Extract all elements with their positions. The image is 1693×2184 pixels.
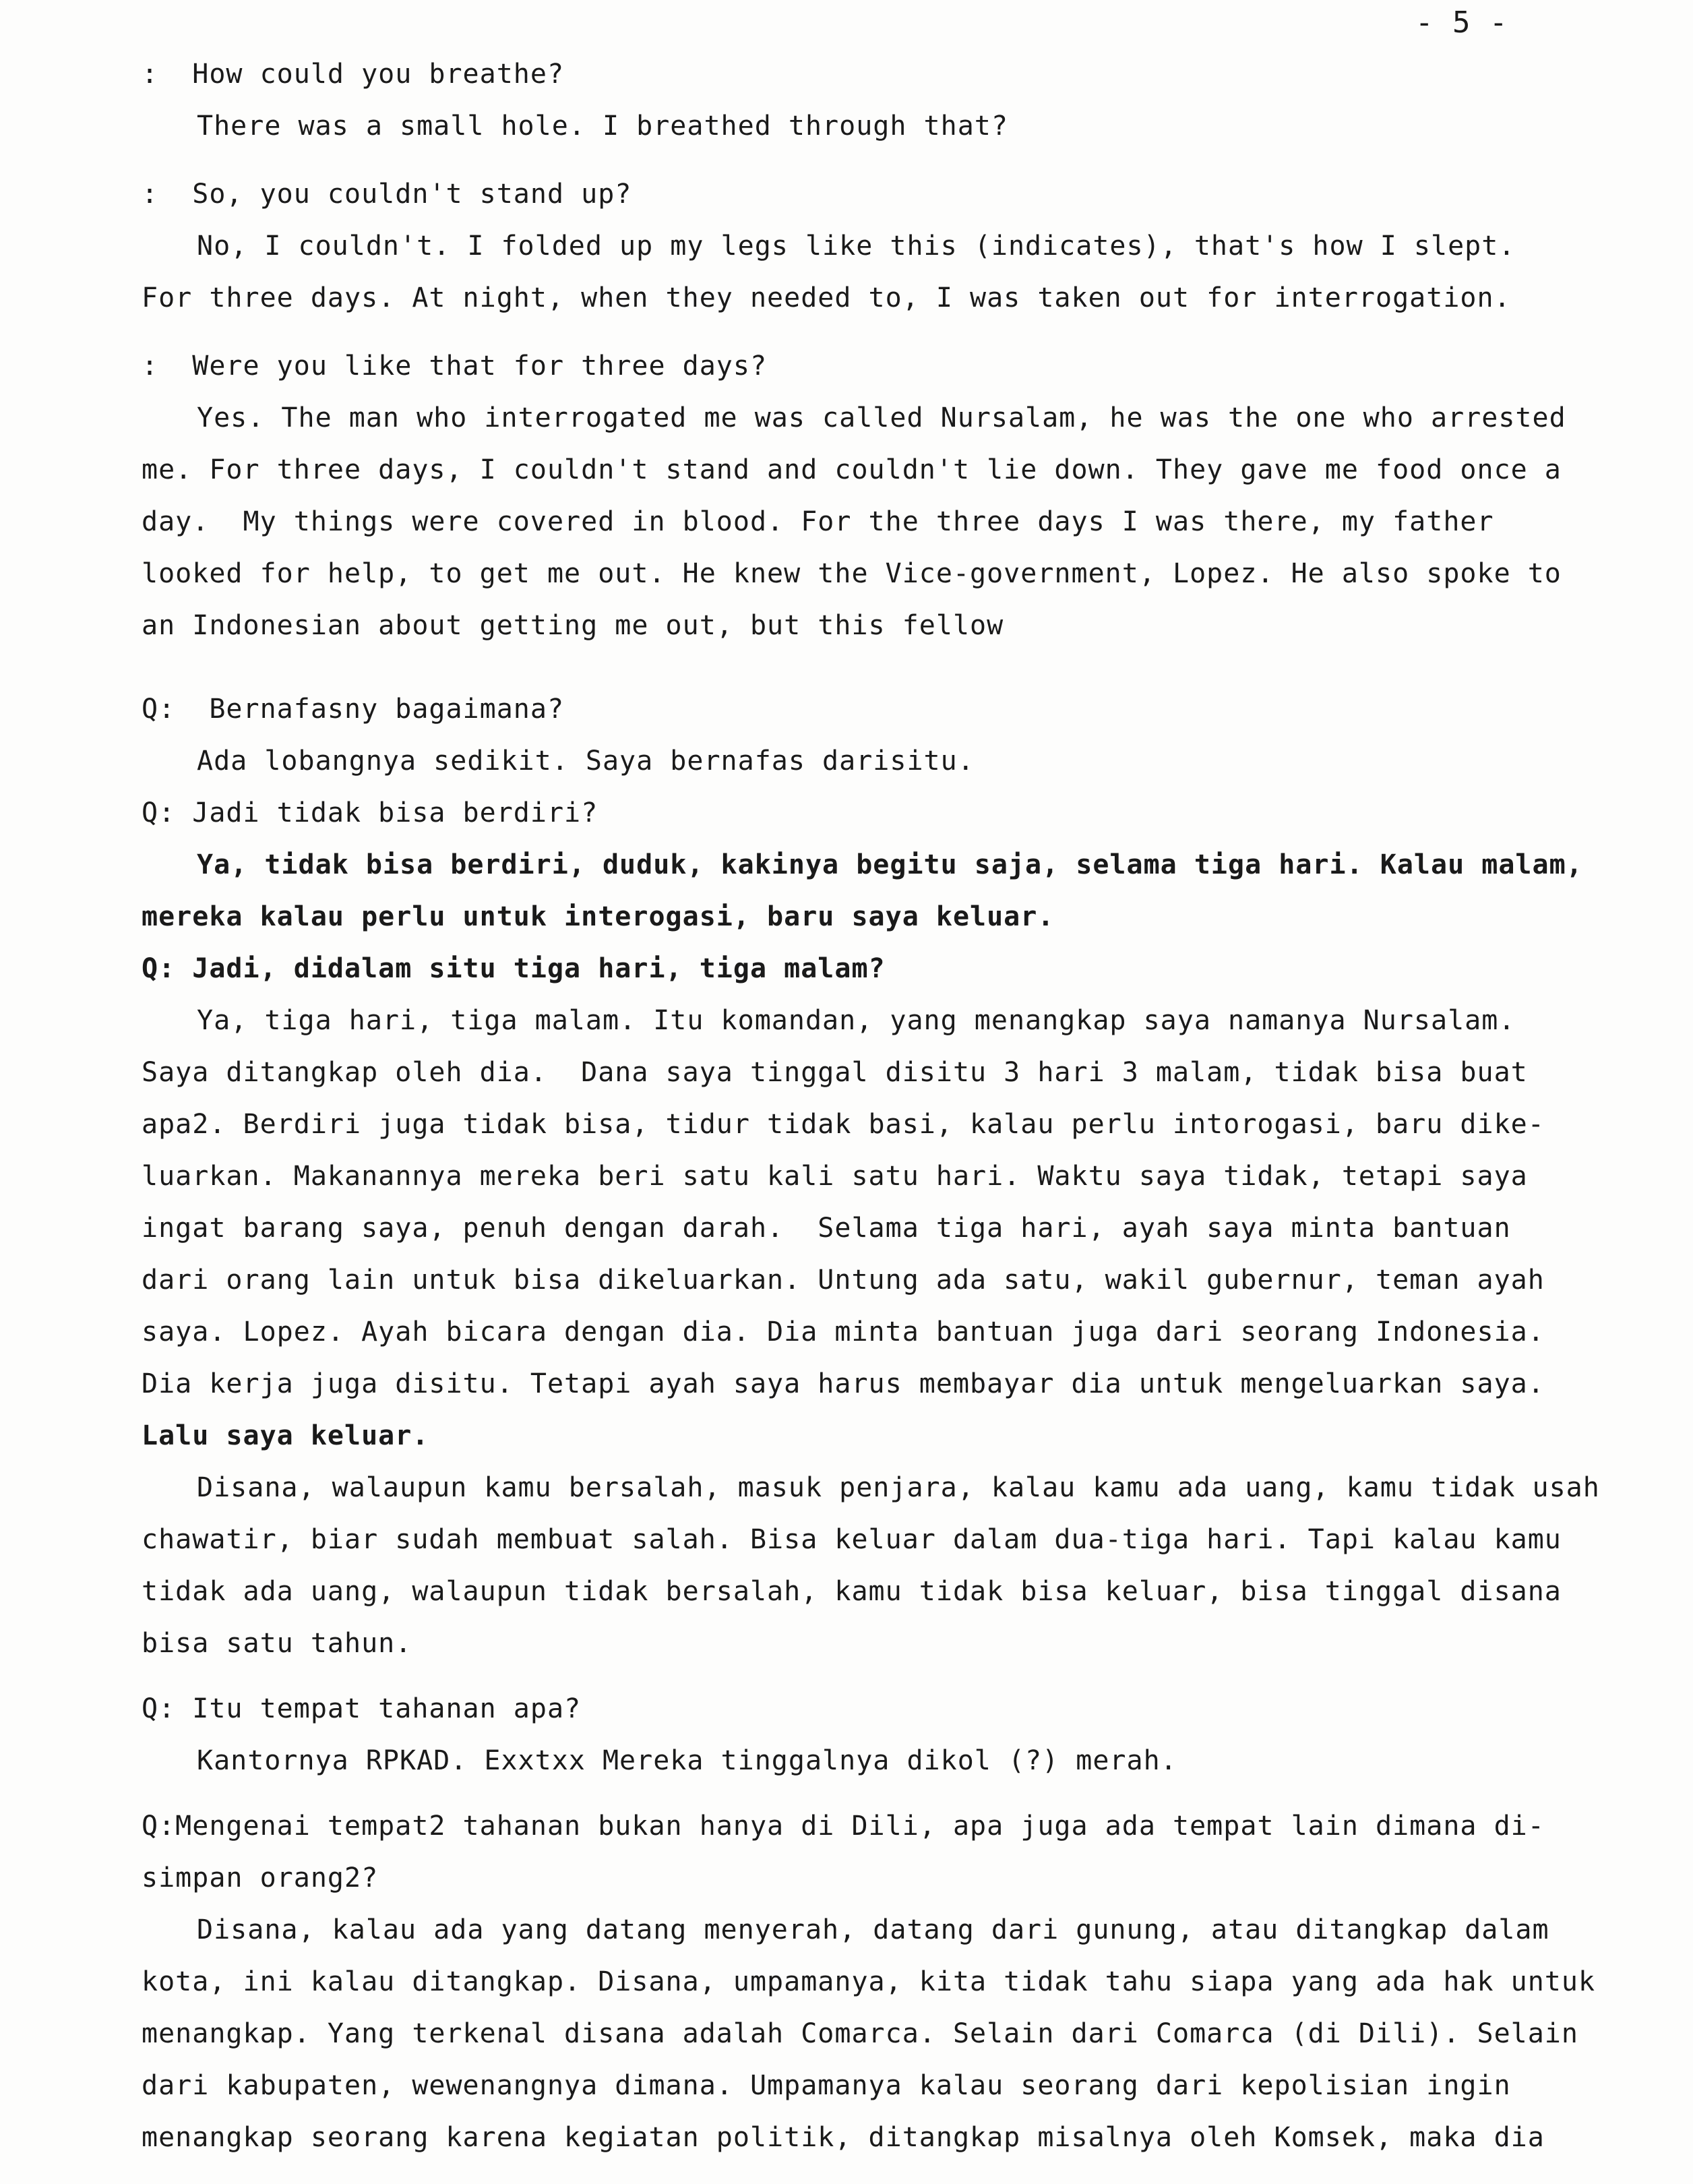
answer-line: Kantornya RPKAD. Exxtxx Mereka tinggalnya dikol (?) merah. <box>197 1745 1177 1776</box>
answer-line: Saya ditangkap oleh dia. Dana saya tinggal disitu 3 hari 3 malam, tidak bisa buat <box>142 1057 1528 1088</box>
answer-line: bisa satu tahun. <box>142 1628 412 1659</box>
answer-line: Yes. The man who interrogated me was called Nursalam, he was the one who arrested <box>197 402 1566 433</box>
question-line: Q:Mengenai tempat2 tahanan bukan hanya di Dili, apa juga ada tempat lain dimana di- <box>142 1811 1545 1842</box>
answer-line: menangkap. Yang terkenal disana adalah Comarca. Selain dari Comarca (di Dili). Selain <box>142 2018 1578 2049</box>
answer-line: Disana, walaupun kamu bersalah, masuk penjara, kalau kamu ada uang, kamu tidak usah <box>197 1472 1600 1503</box>
answer-line: Ya, tiga hari, tiga malam. Itu komandan, yang menangkap saya namanya Nursalam. <box>197 1005 1516 1036</box>
question-line: simpan orang2? <box>142 1862 379 1893</box>
question-line: Q: Itu tempat tahanan apa? <box>142 1693 582 1724</box>
answer-line: saya. Lopez. Ayah bicara dengan dia. Dia minta bantuan juga dari seorang Indonesia. <box>142 1316 1545 1347</box>
indonesian-transcript <box>142 684 1651 2164</box>
answer-line: looked for help, to get me out. He knew the Vice-government, Lopez. He also spoke to <box>142 558 1562 589</box>
english-transcript <box>142 49 1651 652</box>
answer-line: chawatir, biar sudah membuat salah. Bisa keluar dalam dua-tiga hari. Tapi kalau kamu <box>142 1524 1562 1555</box>
answer-line: dari orang lain untuk bisa dikeluarkan. Untung ada satu, wakil gubernur, teman ayah <box>142 1265 1545 1296</box>
answer-line: menangkap seorang karena kegiatan politik, ditangkap misalnya oleh Komsek, maka dia <box>142 2122 1545 2153</box>
answer-line: Dia kerja juga disitu. Tetapi ayah saya harus membayar dia untuk mengeluarkan saya. <box>142 1368 1545 1399</box>
question-line: : How could you breathe? <box>142 59 565 90</box>
question-line: : So, you couldn't stand up? <box>142 179 632 210</box>
answer-line: apa2. Berdiri juga tidak bisa, tidur tidak basi, kalau perlu intorogasi, baru dike- <box>142 1109 1545 1140</box>
question-line: : Were you like that for three days? <box>142 351 768 382</box>
answer-line: Ya, tidak bisa berdiri, duduk, kakinya begitu saja, selama tiga hari. Kalau malam, <box>197 849 1583 880</box>
answer-line: ingat barang saya, penuh dengan darah. Selama tiga hari, ayah saya minta bantuan <box>142 1213 1511 1244</box>
question-line: Q: Jadi, didalam situ tiga hari, tiga malam? <box>142 953 886 984</box>
answer-line: mereka kalau perlu untuk interogasi, baru saya keluar. <box>142 901 1055 932</box>
answer-line: No, I couldn't. I folded up my legs like this (indicates), that's how I slept. <box>197 231 1516 262</box>
answer-line: There was a small hole. I breathed through that? <box>197 111 1008 142</box>
answer-line: luarkan. Makanannya mereka beri satu kali satu hari. Waktu saya tidak, tetapi saya <box>142 1161 1528 1192</box>
answer-line: kota, ini kalau ditangkap. Disana, umpamanya, kita tidak tahu siapa yang ada hak untuk <box>142 1966 1596 1997</box>
question-line: Q: Bernafasny bagaimana? <box>142 694 565 725</box>
question-line: Q: Jadi tidak bisa berdiri? <box>142 797 598 828</box>
answer-line: day. My things were covered in blood. For the three days I was there, my father <box>142 506 1494 537</box>
answer-line: tidak ada uang, walaupun tidak bersalah, kamu tidak bisa keluar, bisa tinggal disana <box>142 1576 1562 1607</box>
page-number: - 5 - <box>1415 5 1508 40</box>
answer-line: dari kabupaten, wewenangnya dimana. Umpamanya kalau seorang dari kepolisian ingin <box>142 2070 1511 2101</box>
answer-line: Disana, kalau ada yang datang menyerah, datang dari gunung, atau ditangkap dalam <box>197 1914 1549 1945</box>
answer-line: an Indonesian about getting me out, but this fellow <box>142 610 1004 641</box>
answer-line: Lalu saya keluar. <box>142 1420 429 1451</box>
answer-line: Ada lobangnya sedikit. Saya bernafas darisitu. <box>197 746 975 777</box>
answer-line: For three days. At night, when they needed to, I was taken out for interrogation. <box>142 282 1511 313</box>
answer-line: me. For three days, I couldn't stand and couldn't lie down. They gave me food once a <box>142 454 1562 485</box>
